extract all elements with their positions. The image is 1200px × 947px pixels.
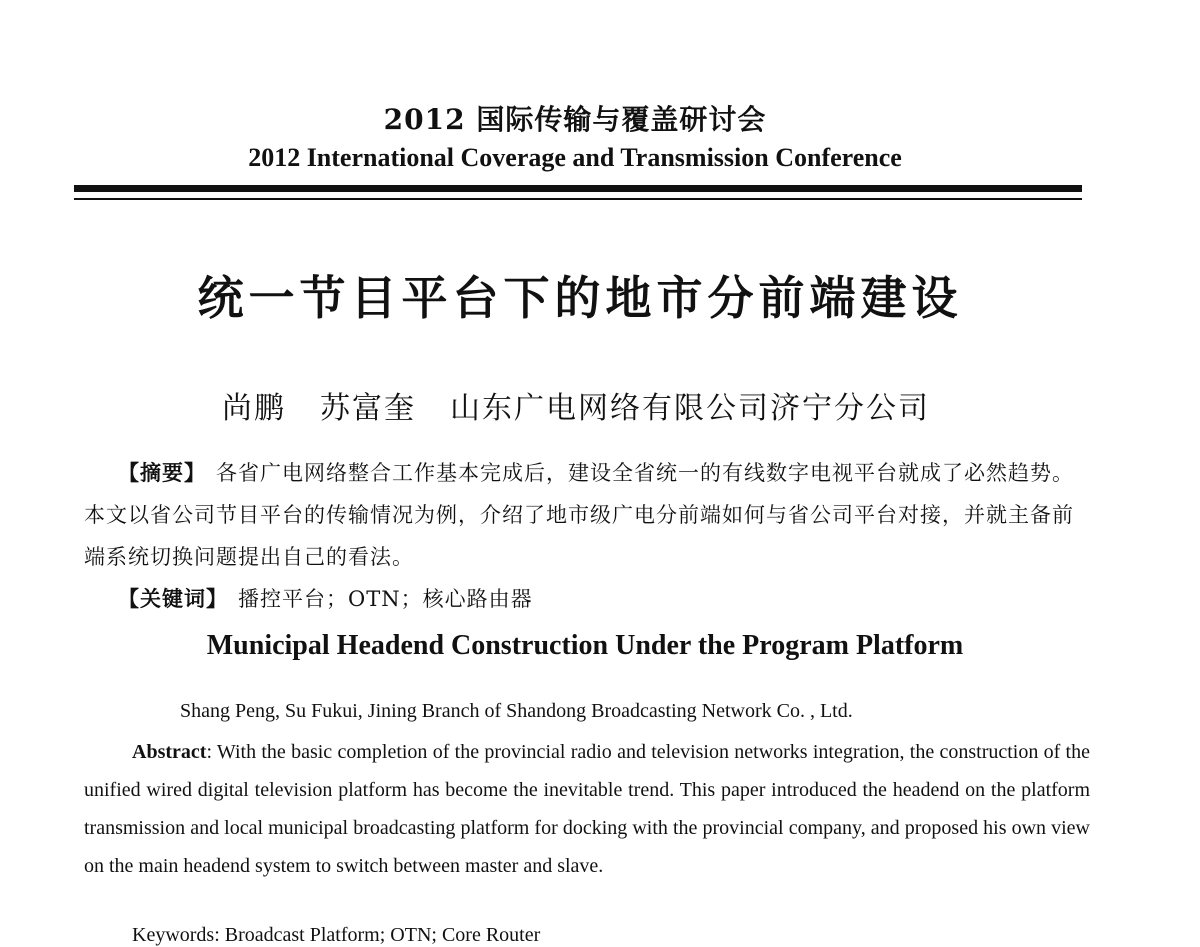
abstract-cn-label: 【摘要】 (118, 461, 206, 485)
article-title-cn: 统一节目平台下的地市分前端建设 (197, 271, 963, 325)
abstract-en (84, 733, 1090, 885)
conference-title-cn: 2012 国际传输与覆盖研讨会 (383, 103, 767, 136)
authors-cn (222, 383, 930, 427)
keywords-cn (84, 578, 1094, 620)
abstract-en-label: Abstract (132, 741, 207, 763)
author-1-cn: 尚鹏 (222, 391, 286, 426)
keywords-cn-text: 播控平台；OTN；核心路由器 (238, 587, 533, 611)
affiliation-cn: 山东广电网络有限公司济宁分公司 (450, 391, 930, 426)
abstract-cn (84, 452, 1094, 578)
abstract-cn-text: 各省广电网络整合工作基本完成后，建设全省统一的有线数字电视平台就成了必然趋势。本文以省公司节目平台的传输情况为例，介绍了地市级广电分前端如何与省公司平台对接，并就主备前端系统切换问题提出自己的看法。 (84, 461, 1074, 569)
abstract-en-text: : With the basic completion of the provincial radio and television networks integration, the construction of the unified wired digital television platform has become the inevitable trend. This paper introduced the headend on the platform transmission and local municipal broadcasting platform for docking with the provincial company, and proposed his own view on the main headend system to switch between master and slave. (84, 741, 1090, 877)
keywords-en-partial: Keywords: Broadcast Platform; OTN; Core Router (132, 924, 541, 946)
header-rule-thin (74, 198, 1082, 200)
conference-title-en: 2012 International Coverage and Transmission Conference (248, 143, 902, 172)
authors-en: Shang Peng, Su Fukui, Jining Branch of Shandong Broadcasting Network Co. , Ltd. (180, 700, 853, 722)
article-title-en: Municipal Headend Construction Under the Program Platform (206, 630, 964, 661)
header-rule-thick (74, 185, 1082, 192)
keywords-cn-label: 【关键词】 (118, 587, 228, 611)
author-2-cn: 苏富奎 (320, 391, 416, 426)
